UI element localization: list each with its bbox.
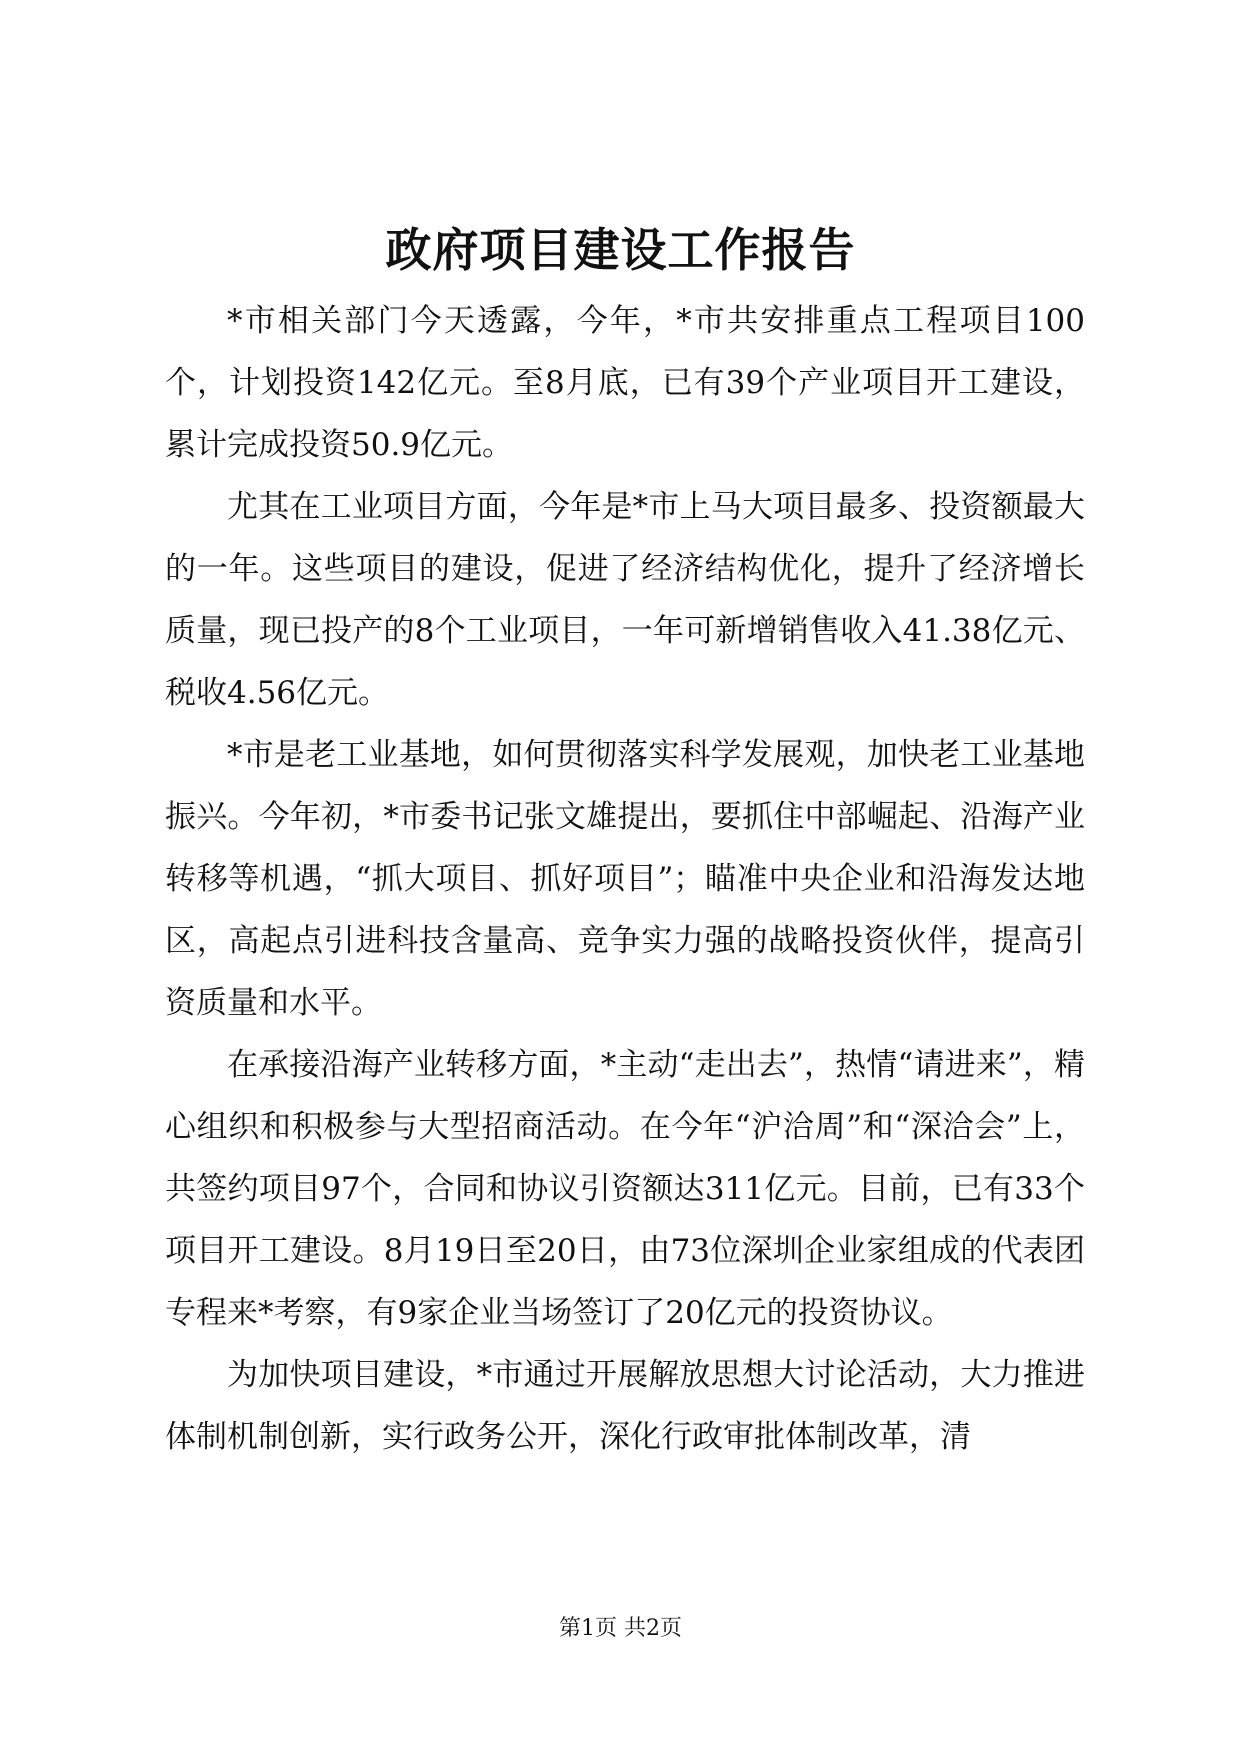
paragraph-2: 尤其在工业项目方面，今年是*市上马大项目最多、投资额最大的一年。这些项目的建设，促进了经济结构优化，提升了经济增长质量，现已投产的8个工业项目，一年可新增销售收入41.38亿元、税收4.56亿元。: [165, 489, 1085, 711]
paragraph-3: *市是老工业基地，如何贯彻落实科学发展观，加快老工业基地振兴。今年初，*市委书记张文雄提出，要抓住中部崛起、沿海产业转移等机遇，“抓大项目、抓好项目”；瞄准中央企业和沿海发达地区，高起点引进科技含量高、竞争实力强的战略投资伙伴，提高引资质量和水平。: [165, 737, 1085, 1021]
page-footer: 第1页 共2页: [559, 1616, 682, 1641]
document-title: 政府项目建设工作报告: [385, 223, 856, 277]
paragraph-4: 在承接沿海产业转移方面，*主动“走出去”，热情“请进来”，精心组织和积极参与大型招商活动。在今年“沪洽周”和“深洽会”上，共签约项目97个，合同和协议引资额达311亿元。目前，已有33个项目开工建设。8月19日至20日，由73位深圳企业家组成的代表团专程来*考察，有9家企业当场签订了20亿元的投资协议。: [165, 1047, 1085, 1331]
paragraph-1: *市相关部门今天透露，今年，*市共安排重点工程项目100个，计划投资142亿元。至8月底，已有39个产业项目开工建设，累计完成投资50.9亿元。: [165, 303, 1085, 463]
document-body: [165, 290, 1085, 1468]
paragraph-5: 为加快项目建设，*市通过开展解放思想大讨论活动，大力推进体制机制创新，实行政务公开，深化行政审批体制改革，清: [165, 1357, 1085, 1455]
